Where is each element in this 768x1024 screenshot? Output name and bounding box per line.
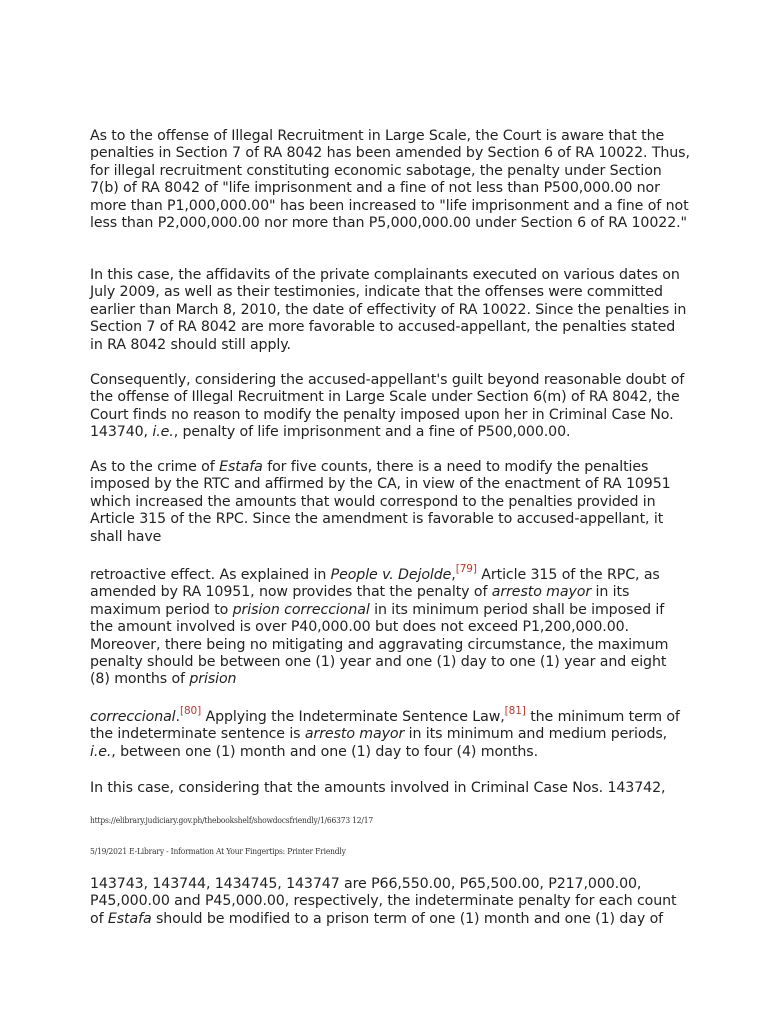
footnote-ref-81[interactable]: [81] xyxy=(504,705,526,718)
paragraph-indeterminate-sentence: correccional.[80] Applying the Indeterminate Sentence Law,[81] the minimum term of the indeterminate sentence is arresto mayor in its minimum and medium periods, i.e., between one (1) month and one (1) day to four (4) months. xyxy=(90,705,680,760)
paragraph-criminal-case-amounts: In this case, considering that the amounts involved in Criminal Case Nos. 143742, xyxy=(90,780,666,796)
paragraph-estafa-counts: As to the crime of Estafa for five counts, there is a need to modify the penalties imposed by the RTC and affirmed by the CA, in view of the enactment of RA 10951 which increased the amounts that would correspond to the penalties provided in Article 315 of the RPC. Since the amendment is favorable to accused-appellant, it shall have xyxy=(90,459,671,545)
footnote-ref-80[interactable]: [80] xyxy=(179,705,202,718)
print-footer-url: https://elibrary.judiciary.gov.ph/thebookshelf/showdocsfriendly/1/66373 12/17 xyxy=(90,815,373,825)
paragraph-retroactive-effect: retroactive effect. As explained in People v. Dejolde,[79] Article 315 of the RPC, as amended by RA 10951, now provides that the penalty of arresto mayor in its maximum period to prision correccional in its minimum period shall be imposed if the amount involved is over P40,000.00 but does not exceed P1,200,000.00. Moreover, there being no mitigating and aggravating circumstance, the maximum penalty should be between one (1) year and one (1) day to one (1) year and eight (8) months of prision xyxy=(90,563,669,688)
paragraph-consequently-penalty: Consequently, considering the accused-appellant's guilt beyond reasonable doubt of the offense of Illegal Recruitment in Large Scale under Section 6(m) of RA 8042, the Court finds no reason to modify the penalty imposed upon her in Criminal Case No. 143740, i.e., penalty of life imprisonment and a fine of P500,000.00. xyxy=(90,372,685,441)
footnote-ref-79[interactable]: [79] xyxy=(455,563,477,576)
paragraph-indeterminate-penalty-estafa: 143743, 143744, 1434745, 143747 are P66,550.00, P65,500.00, P217,000.00, P45,000.00 and P45,000.00, respectively, the indeterminate penalty for each count of Estafa should be modified to a prison term of one (1) month and one (1) day of xyxy=(90,876,677,927)
paragraph-affidavits-effectivity: In this case, the affidavits of the private complainants executed on various dates on July 2009, as well as their testimonies, indicate that the offenses were committed earlier than March 8, 2010, the date of effectivity of RA 10022. Since the penalties in Section 7 of RA 8042 are more favorable to accused-appellant, the penalties stated in RA 8042 should still apply. xyxy=(90,267,687,353)
paragraph-illegal-recruitment-penalty: As to the offense of Illegal Recruitment in Large Scale, the Court is aware that the penalties in Section 7 of RA 8042 has been amended by Section 6 of RA 10022. Thus, for illegal recruitment constituting economic sabotage, the penalty under Section 7(b) of RA 8042 of "life imprisonment and a fine of not less than P500,000.00 nor more than P1,000,000.00" has been increased to "life imprisonment and a fine of not less than P2,000,000.00 nor more than P5,000,000.00 under Section 6 of RA 10022." xyxy=(90,128,690,232)
print-header-date-title: 5/19/2021 E-Library - Information At Your Fingertips: Printer Friendly xyxy=(90,846,346,856)
